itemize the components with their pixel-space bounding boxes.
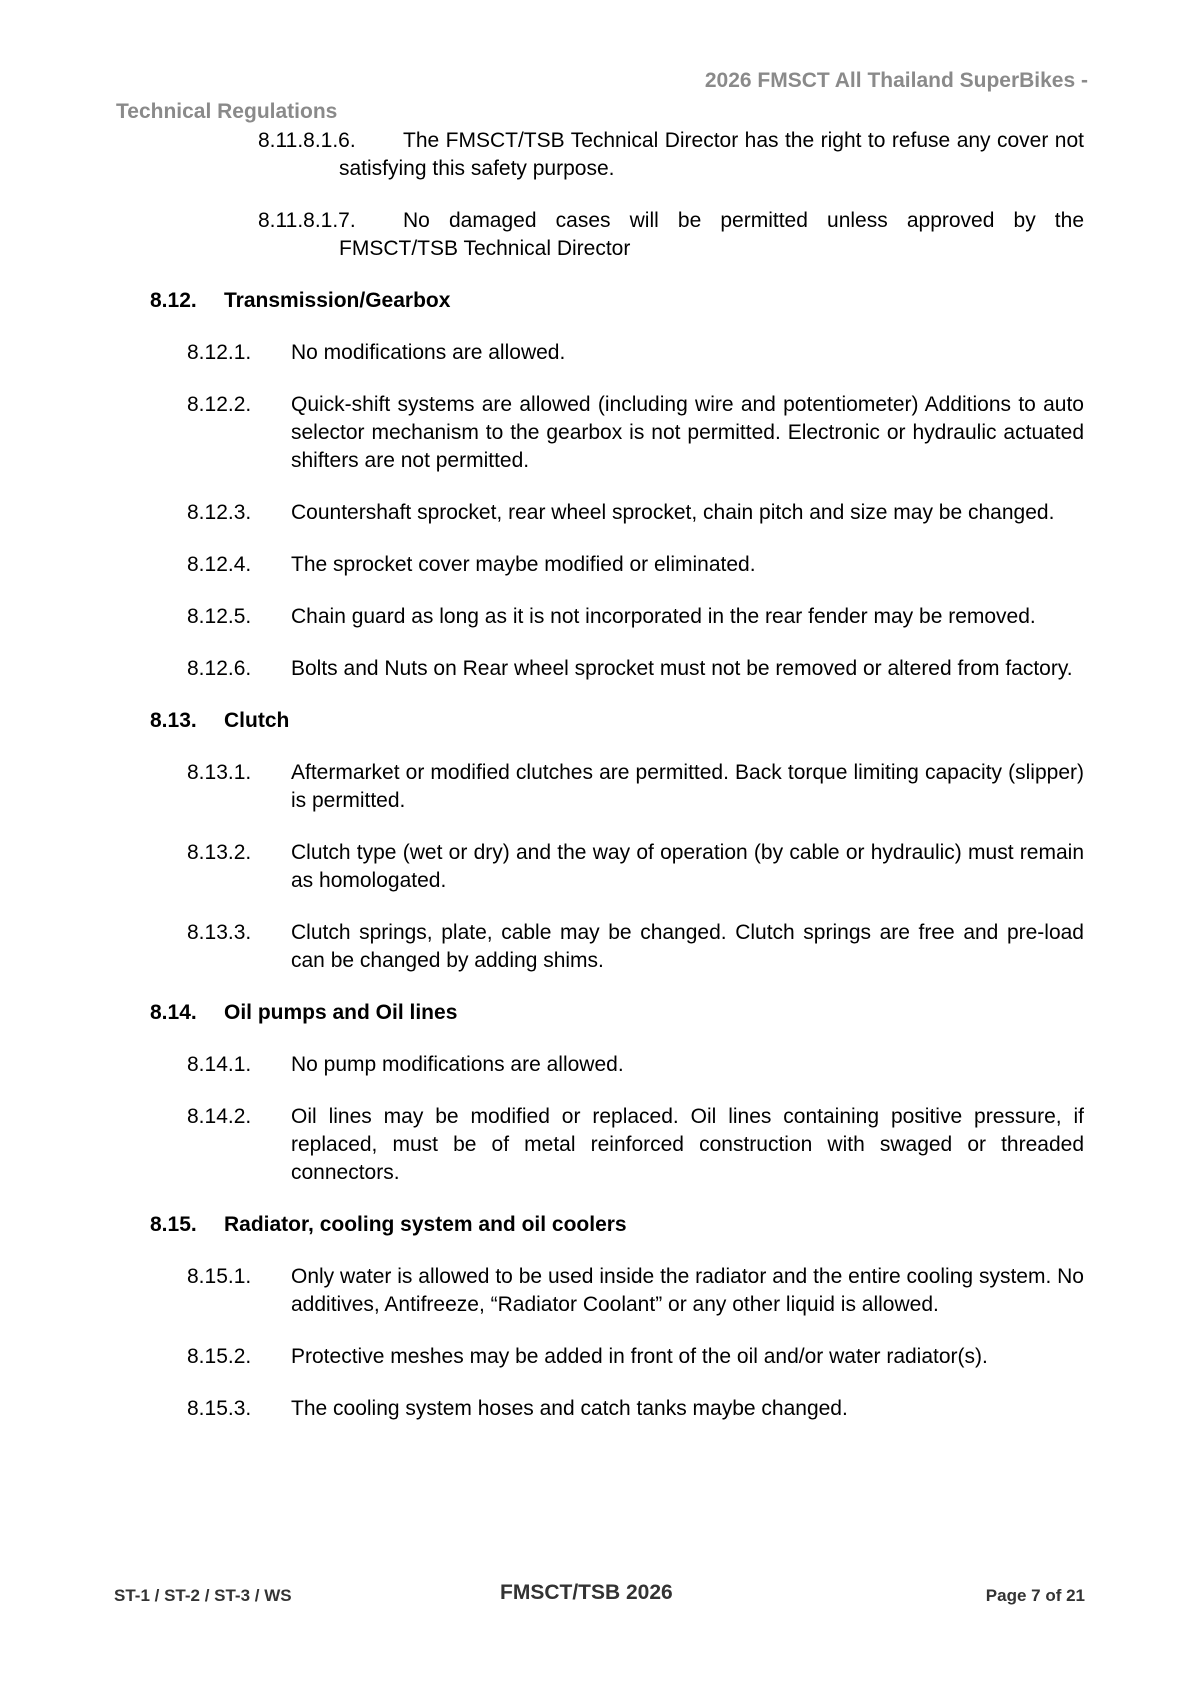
rule-text: Oil lines may be modified or replaced. Oil lines containing positive pressure, if replaced, must be of metal reinforced construction with swaged or threaded connectors. (291, 1105, 1084, 1184)
header-title-line1: 2026 FMSCT All Thailand SuperBikes - (704, 69, 1088, 92)
rule-item (258, 207, 1084, 263)
section-heading (150, 287, 1190, 315)
rule-item (187, 919, 1084, 975)
rule-item (187, 1103, 1084, 1187)
rule-text: Protective meshes may be added in front of the oil and/or water radiator(s). (291, 1345, 988, 1368)
section-heading (150, 707, 1190, 735)
rule-number: 8.13.2. (187, 841, 252, 864)
section-heading (150, 999, 1190, 1027)
rule-text: No modifications are allowed. (291, 341, 566, 364)
rule-text: The FMSCT/TSB Technical Director has the right to refuse any cover not satisfying this safety purpose. (339, 129, 1084, 180)
rule-item (187, 759, 1084, 815)
rule-item (187, 499, 1084, 527)
rule-number: 8.13.3. (187, 921, 252, 944)
rule-item (187, 603, 1084, 631)
rule-number: 8.12.6. (187, 657, 252, 680)
rule-text: Only water is allowed to be used inside the radiator and the entire cooling system. No additives, Antifreeze, “Radiator Coolant” or any other liquid is allowed. (291, 1265, 1084, 1316)
rule-text: Countershaft sprocket, rear wheel sprocket, chain pitch and size may be changed. (291, 501, 1055, 524)
rule-text: No pump modifications are allowed. (291, 1053, 624, 1076)
rule-number: 8.14.1. (187, 1053, 252, 1076)
rule-number: 8.12.2. (187, 393, 252, 416)
rule-number: 8.12.4. (187, 553, 252, 576)
rule-text: No damaged cases will be permitted unless approved by the FMSCT/TSB Technical Director (339, 209, 1084, 260)
section-number: 8.12. (150, 289, 197, 312)
section-number: 8.13. (150, 709, 197, 732)
section-number: 8.15. (150, 1213, 197, 1236)
rule-text: Clutch type (wet or dry) and the way of operation (by cable or hydraulic) must remain as homologated. (291, 841, 1084, 892)
footer-classes: ST-1 / ST-2 / ST-3 / WS (114, 1586, 292, 1605)
rule-text: The sprocket cover maybe modified or eliminated. (291, 553, 756, 576)
section-heading (150, 1211, 1190, 1239)
rule-item (187, 1343, 1084, 1371)
rule-number: 8.14.2. (187, 1105, 252, 1128)
section-number: 8.14. (150, 1001, 197, 1024)
rule-text: Chain guard as long as it is not incorporated in the rear fender may be removed. (291, 605, 1036, 628)
section-title: Clutch (224, 709, 290, 732)
rule-item (187, 551, 1084, 579)
section-title: Transmission/Gearbox (224, 289, 451, 312)
rule-number: 8.11.8.1.7. (258, 209, 356, 232)
rule-item (258, 127, 1084, 183)
section-title: Radiator, cooling system and oil coolers (224, 1213, 627, 1236)
rule-text: The cooling system hoses and catch tanks maybe changed. (291, 1397, 848, 1420)
rule-item (187, 391, 1084, 475)
rule-item (187, 839, 1084, 895)
rule-item (187, 1051, 1084, 1079)
rule-number: 8.12.1. (187, 341, 252, 364)
footer-title: FMSCT/TSB 2026 (500, 1581, 673, 1604)
rule-item (187, 655, 1084, 683)
rule-number: 8.11.8.1.6. (258, 129, 356, 152)
rule-number: 8.12.5. (187, 605, 252, 628)
rule-number: 8.15.3. (187, 1397, 252, 1420)
rule-item (187, 1395, 1084, 1423)
rule-text: Clutch springs, plate, cable may be changed. Clutch springs are free and pre-load can be changed by adding shims. (291, 921, 1084, 972)
section-title: Oil pumps and Oil lines (224, 1001, 458, 1024)
rule-text: Bolts and Nuts on Rear wheel sprocket must not be removed or altered from factory. (291, 657, 1073, 680)
rule-text: Aftermarket or modified clutches are permitted. Back torque limiting capacity (slipper) is permitted. (291, 761, 1084, 812)
rule-item (187, 339, 1084, 367)
rule-number: 8.15.2. (187, 1345, 252, 1368)
document-body (0, 127, 1190, 1423)
page-number: Page 7 of 21 (985, 1586, 1085, 1605)
rule-text: Quick-shift systems are allowed (including wire and potentiometer) Additions to auto selector mechanism to the gearbox is not permitted. Electronic or hydraulic actuated shifters are not permitted. (291, 393, 1084, 472)
rule-number: 8.13.1. (187, 761, 252, 784)
rule-number: 8.15.1. (187, 1265, 252, 1288)
header-title-line2: Technical Regulations (116, 100, 338, 123)
rule-item (187, 1263, 1084, 1319)
rule-number: 8.12.3. (187, 501, 252, 524)
